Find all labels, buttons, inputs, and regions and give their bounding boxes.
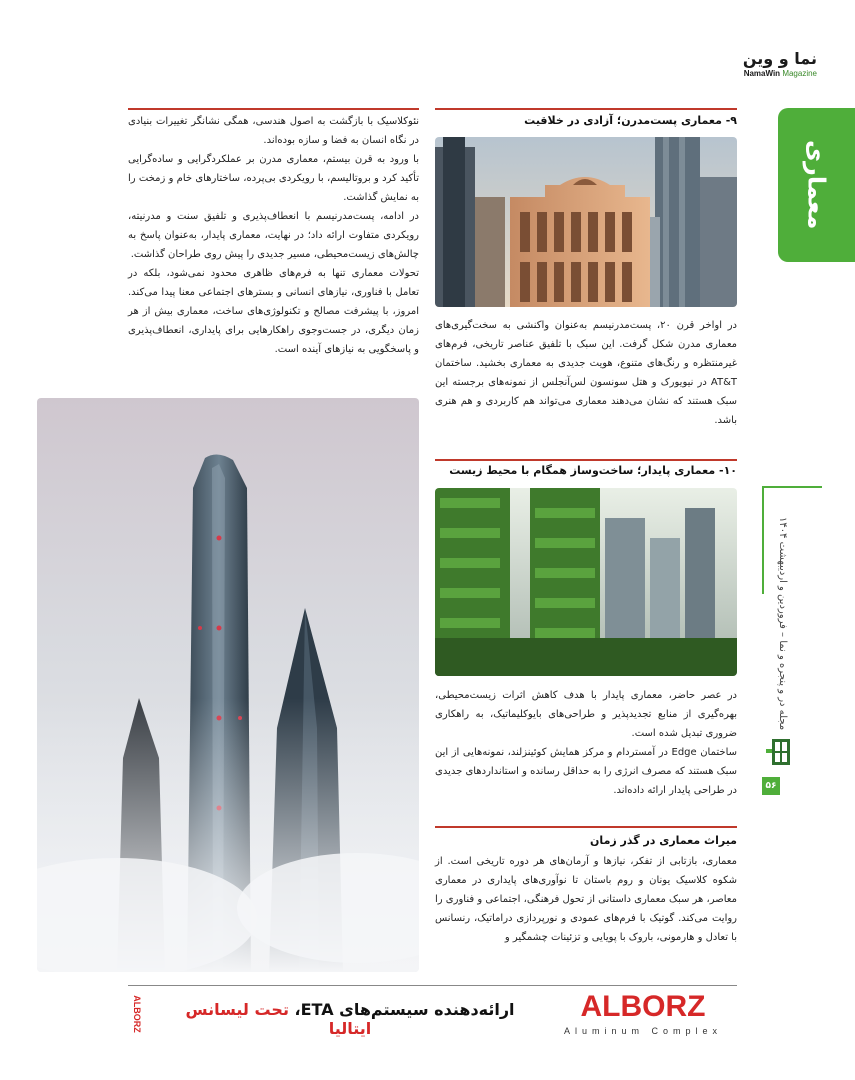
body-paragraph: نئوکلاسیک با بازگشت به اصول هندسی، همگی نشانگر تغییرات بنیادی در نگاه انسان به فضا و سازه بوده‌اند.: [128, 116, 419, 146]
alborz-side-mark: [126, 988, 142, 1040]
section-rule: [435, 826, 737, 828]
logo-text: نما و وین: [742, 49, 817, 68]
strip-divider: [762, 486, 822, 488]
footer-tagline-text: ارائه‌دهنده سیستم‌های ETA،: [294, 1000, 515, 1019]
section-paragraph: معماری، بازتابی از تفکر، نیازها و آرمان‌های هر دوره تاریخی است. از شکوه کلاسیک یونان و روم باستان تا نوآوری‌های پایداری در معماری معاصر، هر سبک معماری داستانی از تحول فرهنگی، اجتماعی و فناوری را روایت می‌کند. گوتیک با فرم‌های عمودی و نورپردازی دراماتیک، رنسانس با تعادل و هارمونی، باروک با پویایی و تزئینات چشمگیر و: [435, 856, 737, 943]
page-number: ۵۶: [762, 777, 780, 795]
section-body: [435, 686, 737, 816]
svg-text:ALBORZ: ALBORZ: [132, 995, 142, 1033]
footer-tagline-accent: تحت لیسانس ایتالیا: [185, 1000, 372, 1038]
left-column-body: [128, 112, 419, 392]
section-rule: [128, 108, 419, 110]
postmodern-building-photo: [435, 137, 737, 307]
logo-subtitle: NamaWin Magazine: [743, 69, 817, 78]
section-title: ۹- معماری پست‌مدرن؛ آزادی در خلاقیت: [524, 114, 737, 127]
svg-text:Aluminum Complex: Aluminum Complex: [563, 1026, 723, 1036]
alborz-logo: [553, 990, 733, 1038]
category-label: معماری: [802, 140, 831, 230]
section-paragraph: در عصر حاضر، معماری پایدار با هدف کاهش اثرات زیست‌محیطی، بهره‌گیری از منابع تجدیدپذیر و طراحی‌های بایوکلیماتیک، به راهکاری ضروری تبدیل شده است.: [435, 690, 737, 739]
window-icon: [764, 735, 798, 771]
section-rule: [435, 459, 737, 461]
section-paragraph: در اواخر قرن ۲۰، پست‌مدرنیسم به‌عنوان واکنشی به سخت‌گیری‌های معماری مدرن شکل گرفت. این سبک با تلفیق عناصر تاریخی، فرم‌های غیرمنتظره و رنگ‌های متنوع، هویت جدیدی به معماری بخشید. ساختمان AT&T در نیویورک و هتل سونسون لس‌آنجلس از نمونه‌های برجسته این سبک هستند که نشان می‌دهند معماری می‌تواند هم کاربردی و هم هنری باشد.: [435, 320, 737, 426]
vertical-garden-photo: [435, 488, 737, 676]
strip-vertical-divider: [762, 486, 764, 594]
magazine-logo: [699, 50, 817, 84]
magazine-issue-text: مجله در و پنجره و نما – فروردین و اردیبهشت ۱۴۰۴: [777, 516, 788, 730]
category-tab: [778, 108, 855, 262]
body-paragraph: تحولات معماری تنها به فرم‌های ظاهری محدود نمی‌شود، بلکه در تعامل با فناوری، نیازهای انسانی و بسترهای اجتماعی معنا پیدا می‌کند. امروز، با پیشرفت مصالح و تکنولوژی‌های ساخت، معماری بیش از هر زمان دیگری، در جست‌وجوی راهکارهایی برای پایداری، انعطاف‌پذیری و پاسخگویی به نیازهای آینده است.: [128, 268, 419, 355]
section-title: ۱۰- معماری پایدار؛ ساخت‌وساز همگام با محیط زیست: [449, 464, 737, 477]
body-paragraph: با ورود به قرن بیستم، معماری مدرن بر عملکردگرایی و ساده‌گرایی تأکید کرد و بروتالیسم، با رویکردی بی‌پرده، ساختارهای خام و زمخت را به نمایش گذاشت.: [128, 154, 419, 203]
skyscraper-fog-photo: [37, 398, 419, 972]
section-title: میراث معماری در گذر زمان: [590, 834, 737, 847]
svg-text:ALBORZ: ALBORZ: [580, 990, 706, 1023]
section-rule: [435, 108, 737, 110]
footer-tagline: [180, 1000, 520, 1038]
body-paragraph: در ادامه، پست‌مدرنیسم با انعطاف‌پذیری و تلفیق سنت و مدرنیته، رویکردی متفاوت ارائه داد؛ در نهایت، معماری پایدار، به‌عنوان پاسخ به چالش‌های زیست‌محیطی، مسیر جدیدی را پیش روی طراحان گذاشت.: [128, 211, 419, 260]
footer-divider: [128, 985, 737, 986]
section-paragraph: ساختمان Edge در آمستردام و مرکز همایش کوئینزلند، نمونه‌هایی از این سبک هستند که مصرف انرژی را به حداقل رسانده و استانداردهای جدیدی در طراحی پایدار ارائه داده‌اند.: [435, 747, 737, 796]
